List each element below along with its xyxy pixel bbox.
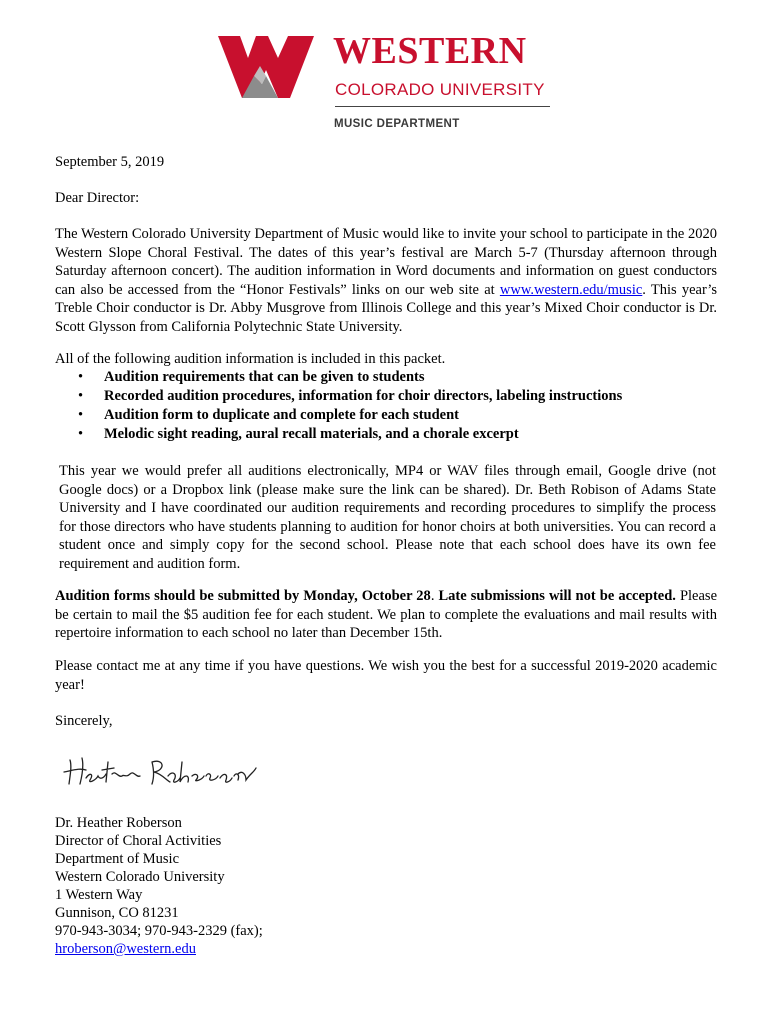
website-link[interactable]: www.western.edu/music [499,281,643,298]
list-item: • Audition requirements that can be given to students [78,368,718,387]
signer-street: 1 Western Way [55,887,143,903]
paragraph-invitation [55,225,717,336]
signer-department: Department of Music [55,851,180,867]
deadline-separator: . [430,588,439,604]
western-w-logo-icon [218,36,314,98]
wordmark-text: WESTERN [333,30,527,72]
wordmark [333,32,527,70]
deadline-text: Audition forms should be submitted by Monday, October 28 [55,588,431,604]
packet-intro: All of the following audition information is included in this packet. [55,351,446,367]
salutation: Dear Director: [55,190,140,206]
department-name: MUSIC DEPARTMENT [334,118,460,130]
email-link[interactable]: hroberson@western.edu [55,941,196,957]
handwritten-signature [60,752,260,792]
letter-date: September 5, 2019 [55,154,165,170]
university-name: COLORADO UNIVERSITY [335,80,545,99]
late-submission-warning: Late submissions will not be accepted. [438,588,676,604]
letterhead-divider [335,106,550,107]
list-item: • Audition form to duplicate and complete for each student [78,406,718,425]
fee-instructions: Please be certain to mail the $5 audition fee for each student. We plan to complete the evaluations and mail results with repertoire information to each school no later than December 15th. [55,588,718,641]
packet-contents-list [78,368,718,444]
signer-city: Gunnison, CO 81231 [55,905,179,921]
paragraph-contact: Please contact me at any time if you have questions. We wish you the best for a successful 2019-2020 academic year! [55,658,717,693]
signer-university: Western Colorado University [55,869,225,885]
list-item: • Recorded audition procedures, information for choir directors, labeling instructions [78,387,718,406]
letterhead [0,0,770,145]
signer-phone: 970-943-3034; 970-943-2329 (fax); [55,923,263,939]
signature-block [55,814,717,958]
signer-title: Director of Choral Activities [55,833,222,849]
paragraph-invitation-text-b: . This year’s Treble Choir conductor is Dr. Abby Musgrove from Illinois College and this year’s Mixed Choir conductor is Dr. Scott Glysson from California Polytechnic State University. [55,281,718,335]
paragraph-invitation-text-a: The Western Colorado University Department of Music would like to invite your school to participate in the 2020 Western Slope Choral Festival. The dates of this year’s festival are March 5-7 (Thursday afternoon through Saturday afternoon concert). The audition information in Word documents and information on guest conductors can also be accessed from the “Honor Festivals” links on our web site at [55,226,717,298]
paragraph-electronic-auditions: This year we would prefer all auditions electronically, MP4 or WAV files through email, Google drive (not Google docs) or a Dropbox link (please make sure the link can be shared). Dr. Beth Robison of Adams State University and I have coordinated our audition requirements and recording procedures to simplify the process for those directors who have students planning to audition for honor choirs at both universities. You can record a student once and simply copy for the second school. Please note that each school does have its own fee requirement and audition form. [59,463,716,572]
paragraph-deadline [55,587,717,643]
signer-name: Dr. Heather Roberson [55,815,182,831]
closing: Sincerely, [55,713,113,729]
list-item: • Melodic sight reading, aural recall materials, and a chorale excerpt [78,425,718,444]
